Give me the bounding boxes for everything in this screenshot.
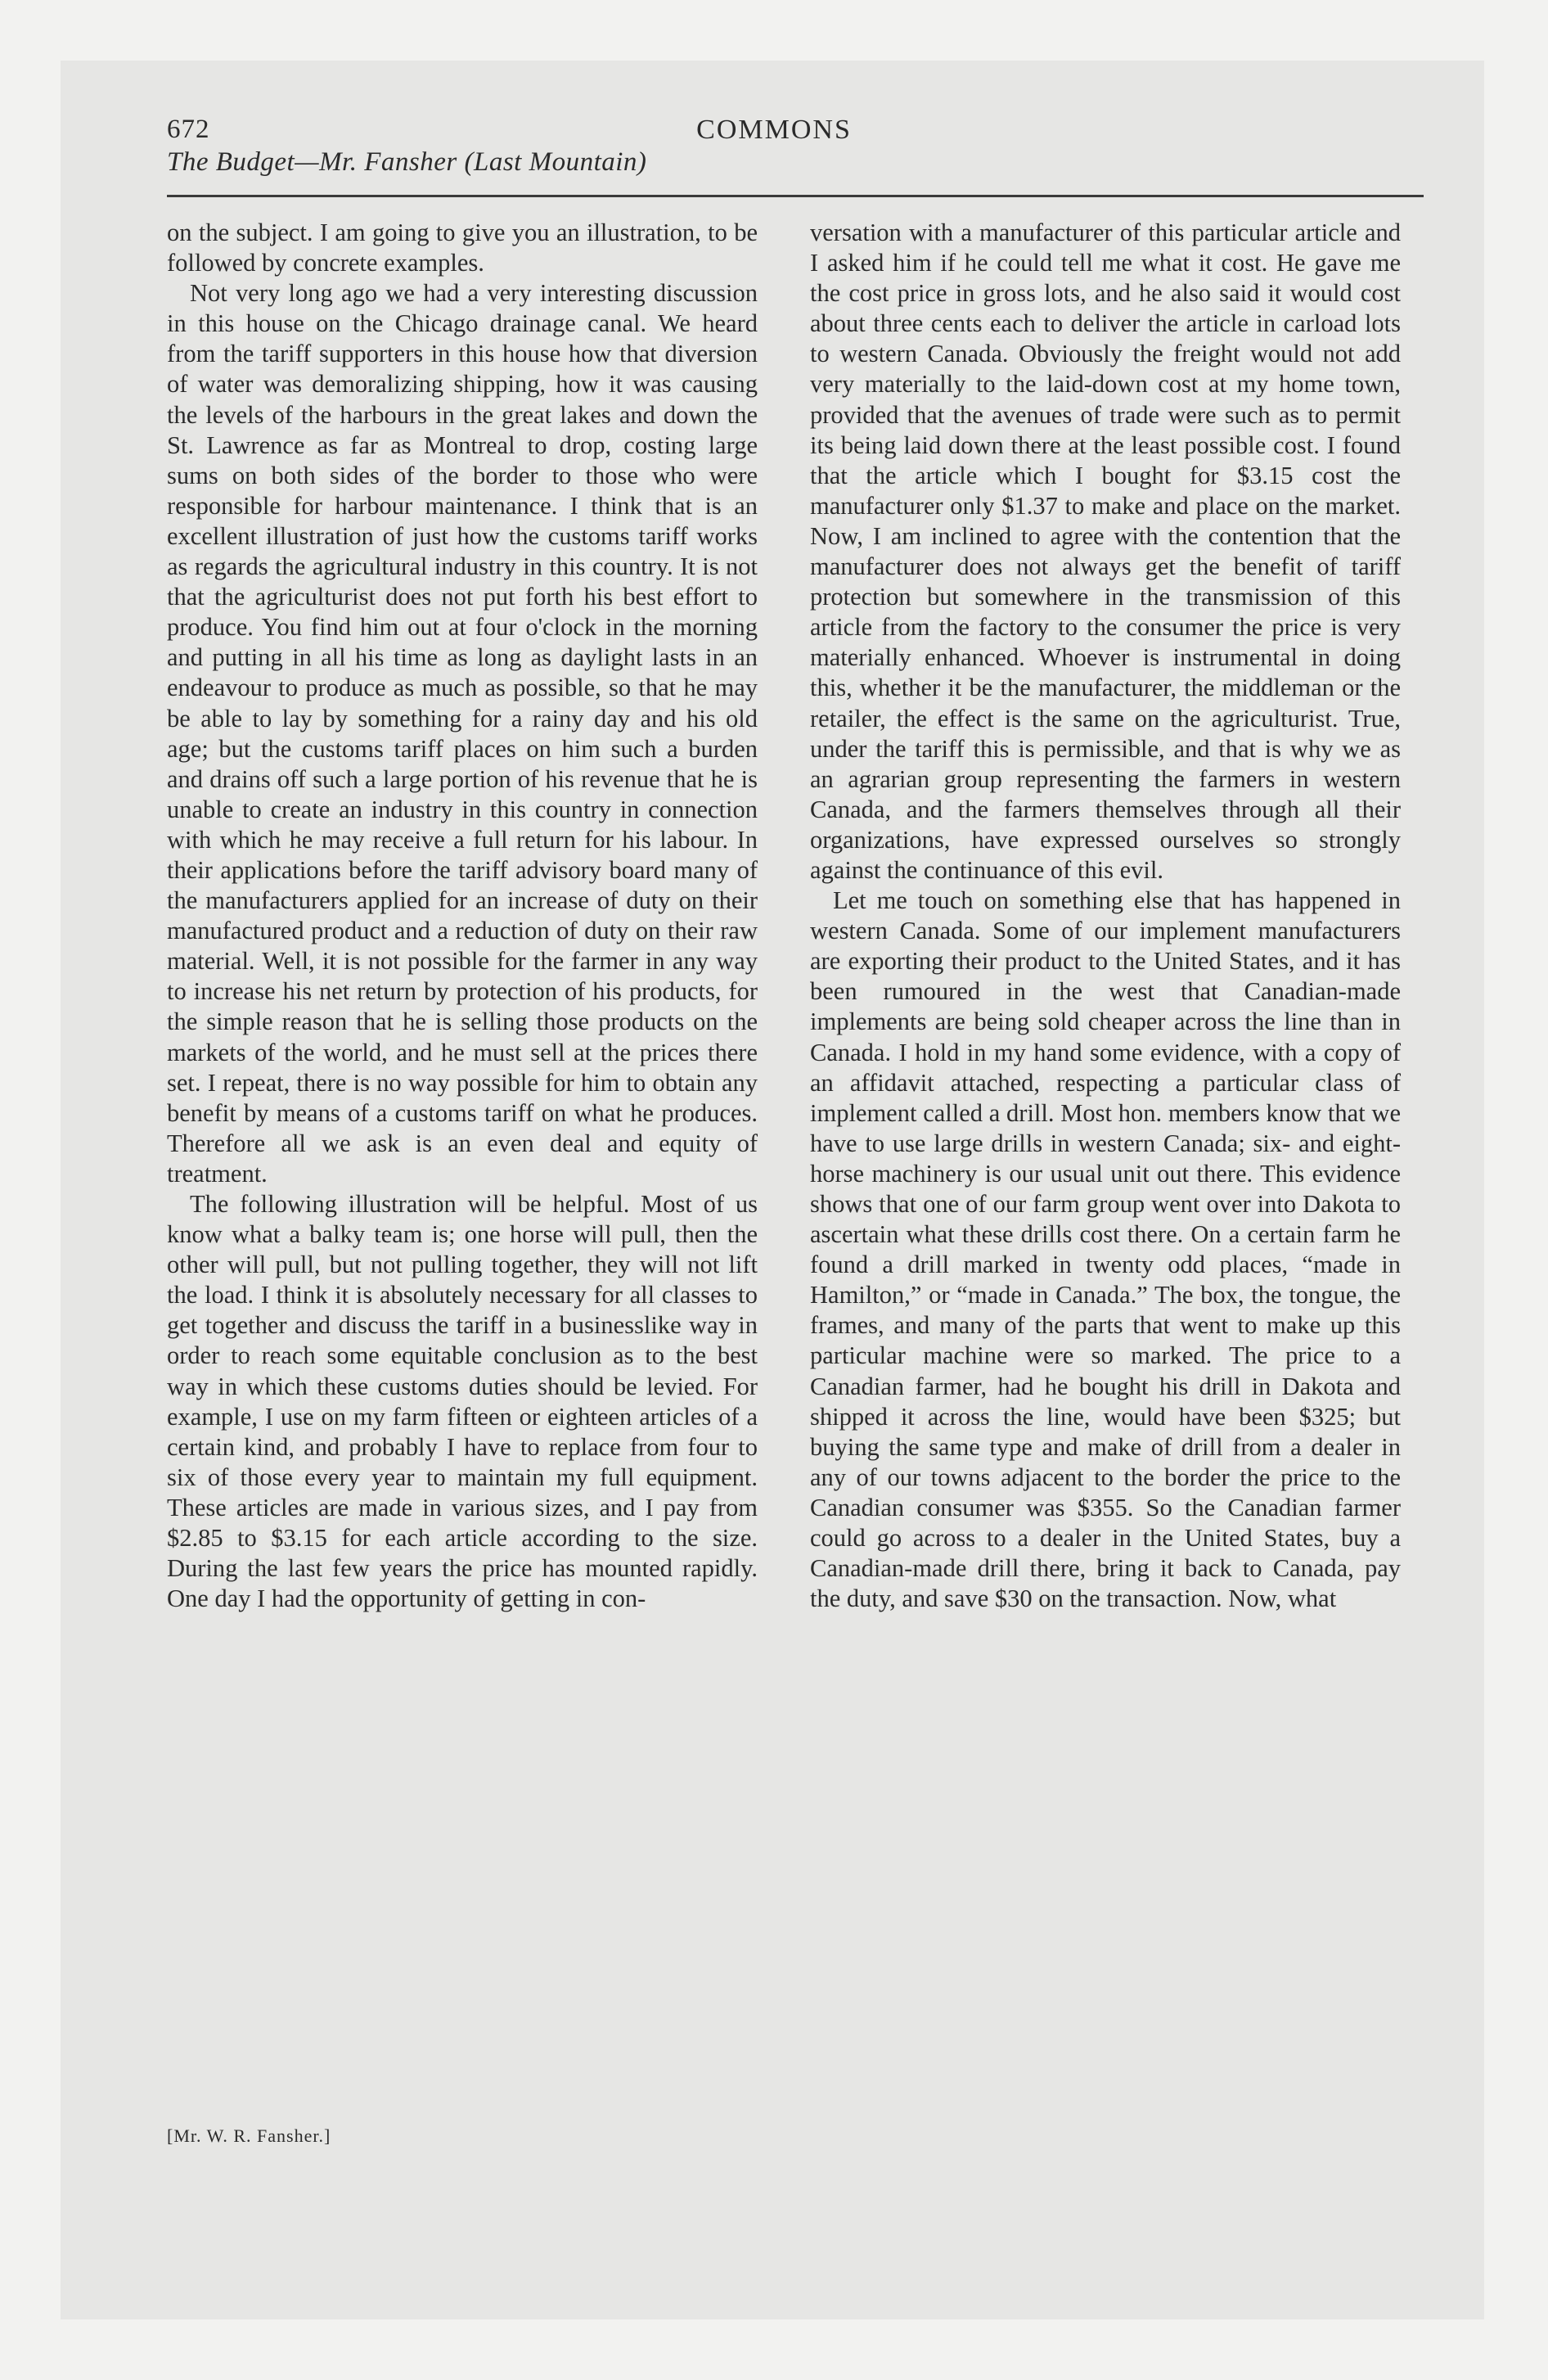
paragraph: on the subject. I am going to give you an illustration, to be followed by concrete examples. bbox=[167, 219, 758, 277]
paragraph: Not very long ago we had a very interesting discussion in this house on the Chicago drainage canal. We heard from the tariff supporters in this house how that diversion of water was demoralizing shipping, how it was causing the levels of the harbours in the great lakes and down the St. Lawrence as far as Montreal to drop, costing large sums on both sides of the border to those who were responsible for harbour maintenance. I think that is an excellent illustration of just how the customs tariff works as regards the agricultural industry in this country. It is not that the agriculturist does not put forth his best effort to produce. You find him out at four o'clock in the morning and putting in all his time as long as daylight lasts in an endeavour to produce as much as possible, so that he may be able to lay by something for a rainy day and his old age; but the customs tariff places on him such a burden and drains off such a large portion of his revenue that he is unable to create an industry in this country in connection with which he may receive a full return for his labour. In their applications before the tariff advisory board many of the manufacturers applied for an increase of duty on their manufactured product and a reduction of duty on their raw material. Well, it is not possible for the farmer in any way to increase his net return by protection of his products, for the simple reason that he is selling those products on the markets of the world, and he must sell at the prices there set. I repeat, there is no way possible for him to obtain any benefit by means of a customs tariff on what he produces. Therefore all we ask is an even deal and equity of treatment. bbox=[167, 279, 758, 1188]
paragraph: versation with a manufacturer of this particular article and I asked him if he could tell me what it cost. He gave me the cost price in gross lots, and he also said it would cost about three cents each to deliver the article in carload lots to western Canada. Obviously the freight would not add very materially to the laid-down cost at my home town, provided that the avenues of trade were such as to permit its being laid down there at the least possible cost. I found that the article which I bought for $3.15 cost the manufacturer only $1.37 to make and place on the market. Now, I am inclined to agree with the contention that the manufacturer does not always get the benefit of tariff protection but somewhere in the transmission of this article from the factory to the consumer the price is very materially enhanced. Whoever is instrumental in doing this, whether it be the manufacturer, the middleman or the retailer, the effect is the same on the agriculturist. True, under the tariff this is permissible, and that is why we as an agrarian group representing the farmers in western Canada, and the farmers themselves through all their organizations, have expressed ourselves so strongly against the continuance of this evil. bbox=[810, 219, 1401, 884]
paragraph: The following illustration will be helpful. Most of us know what a balky team is; one horse will pull, then the other will pull, but not pulling together, they will not lift the load. I think it is absolutely necessary for all classes to get together and discuss the tariff in a businesslike way in order to reach some equitable conclusion as to the best way in which these customs duties should be levied. For example, I use on my farm fifteen or eighteen articles of a certain kind, and probably I have to replace from four to six of those every year to maintain my full equipment. These articles are made in various sizes, and I pay from $2.85 to $3.15 for each article according to the size. During the last few years the price has mounted rapidly. One day I had the opportunity of getting in con- bbox=[167, 1190, 758, 1613]
left-column bbox=[167, 218, 758, 1614]
running-head: COMMONS bbox=[696, 115, 852, 145]
paragraph: Let me touch on something else that has happened in western Canada. Some of our implement manufacturers are exporting their product to the United States, and it has been rumoured in the west that Canadian-made implements are being sold cheaper across the line than in Canada. I hold in my hand some evidence, with a copy of an affidavit attached, respecting a particular class of implement called a drill. Most hon. members know that we have to use large drills in western Canada; six- and eight-horse machinery is our usual unit out there. This evidence shows that one of our farm group went over into Dakota to ascertain what these drills cost there. On a certain farm he found a drill marked in twenty odd places, “made in Hamilton,” or “made in Canada.” The box, the tongue, the frames, and many of the parts that went to make up this particular machine were so marked. The price to a Canadian farmer, had he bought his drill in Dakota and shipped it across the line, would have been $325; but buying the same type and make of drill from a dealer in any of our towns adjacent to the border the price to the Canadian consumer was $355. So the Canadian farmer could go across to a dealer in the United States, buy a Canadian-made drill there, bring it back to Canada, pay the duty, and save $30 on the transaction. Now, what bbox=[810, 886, 1401, 1613]
header-rule bbox=[167, 195, 1424, 197]
subhead: The Budget—Mr. Fansher (Last Mountain) bbox=[167, 147, 647, 177]
speaker-footnote: [Mr. W. R. Fansher.] bbox=[167, 2125, 331, 2146]
right-column bbox=[810, 218, 1401, 1614]
page-number: 672 bbox=[167, 115, 210, 144]
